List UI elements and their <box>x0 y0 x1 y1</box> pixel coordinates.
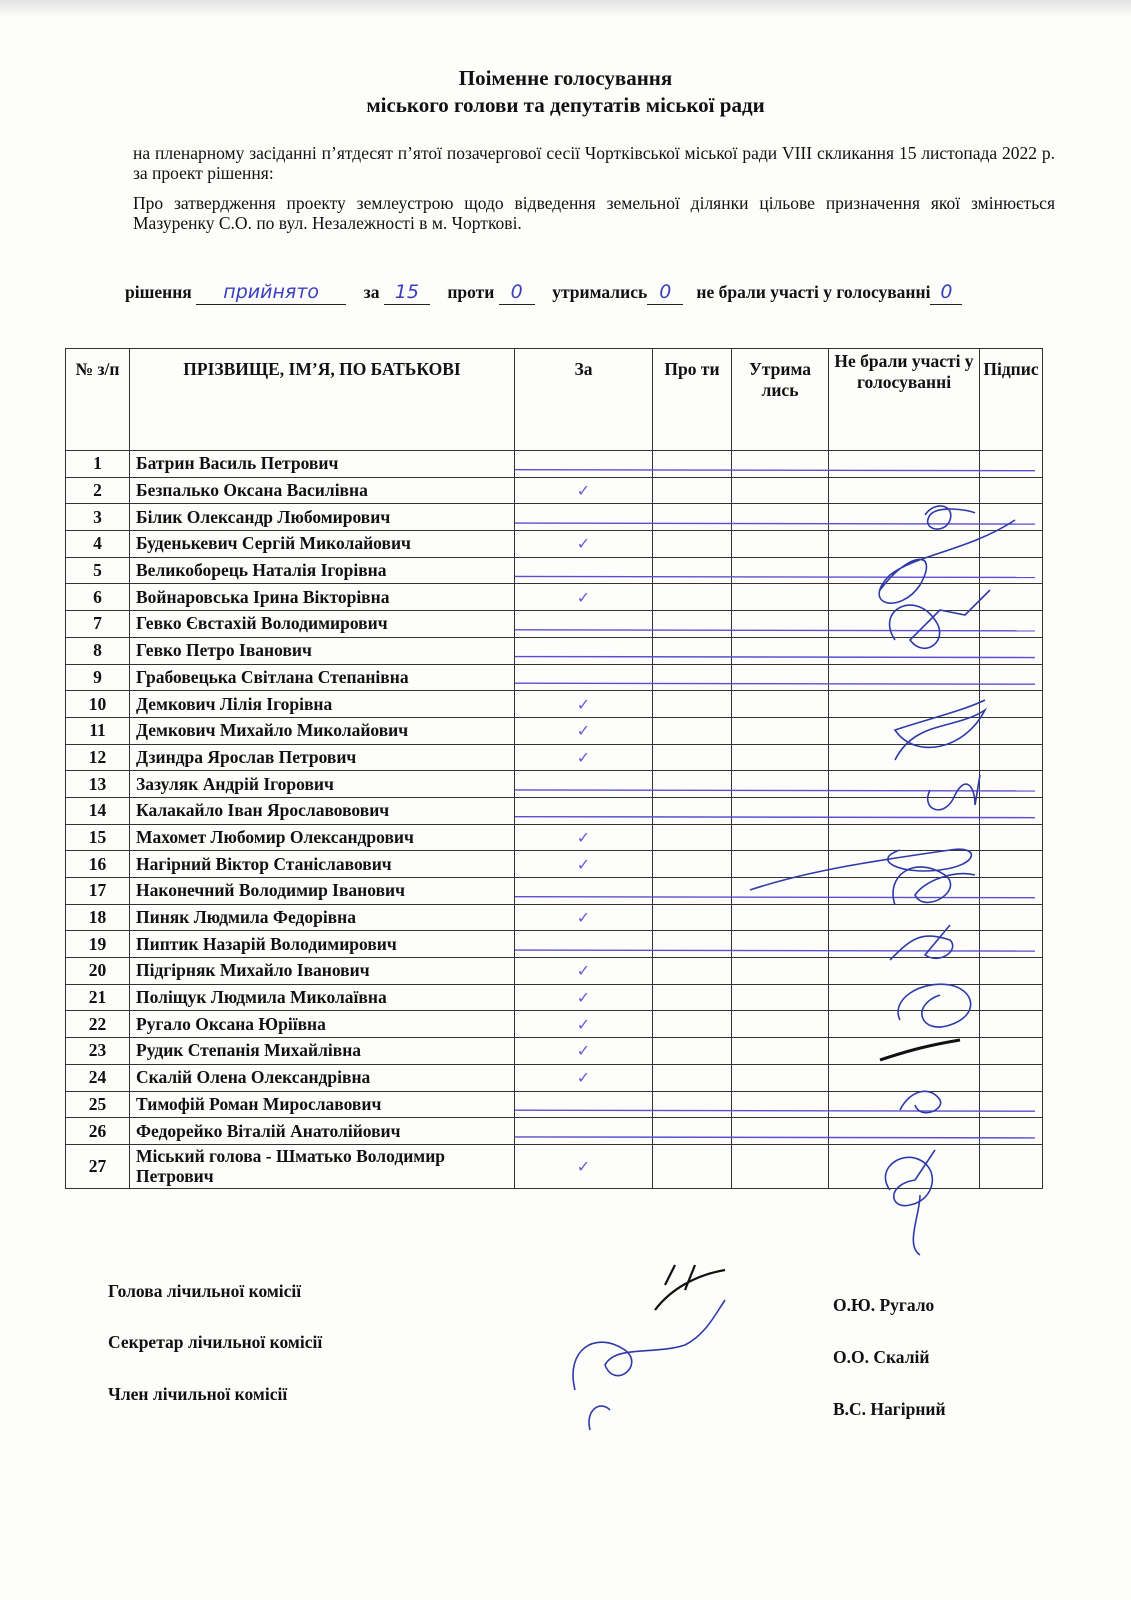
member-name: Грабовецька Світлана Степанівна <box>130 664 515 691</box>
row-number: 8 <box>66 637 130 664</box>
absent-strike-line <box>515 630 1035 631</box>
vote-for-mark: ✓ <box>515 958 653 985</box>
absent-strike-line <box>515 657 1035 658</box>
member-name: Дзиндра Ярослав Петрович <box>130 744 515 771</box>
member-name: Демкович Михайло Миколайович <box>130 717 515 744</box>
vote-for-mark: ✓ <box>515 904 653 931</box>
member-name: Демкович Лілія Ігорівна <box>130 691 515 718</box>
absent-strike-line <box>515 897 1035 898</box>
commission-secretary-role: Секретар лічильної комісії <box>108 1332 323 1352</box>
vote-for-mark: ✓ <box>515 584 653 611</box>
commission-chair-name: О.Ю. Ругало <box>833 1295 935 1315</box>
col-signature: Підпис <box>980 349 1043 451</box>
row-number: 14 <box>66 797 130 824</box>
row-number: 18 <box>66 904 130 931</box>
col-for: За <box>515 349 653 451</box>
row-number: 15 <box>66 824 130 851</box>
member-name: Міський голова - Шматько Володимир Петрович <box>130 1144 515 1188</box>
abstained-value: 0 <box>647 280 683 305</box>
signature-scribble <box>750 849 971 890</box>
signature-scribble <box>893 867 975 905</box>
notvoting-label: не брали участі у голосуванні <box>696 282 931 302</box>
member-name: Калакайло Іван Ярославовович <box>130 797 515 824</box>
signature-scribble <box>589 1406 610 1430</box>
row-number: 24 <box>66 1064 130 1091</box>
row-number: 1 <box>66 451 130 478</box>
row-number: 22 <box>66 1011 130 1038</box>
against-label: проти <box>447 282 495 302</box>
vote-for-mark: ✓ <box>515 477 653 504</box>
row-number: 19 <box>66 931 130 958</box>
row-number: 17 <box>66 878 130 905</box>
signature-scribble <box>925 506 975 529</box>
member-name: Федорейко Віталій Анатолійович <box>130 1118 515 1145</box>
notvoting-value: 0 <box>930 280 962 305</box>
row-number: 7 <box>66 611 130 638</box>
signature-scribble <box>655 1265 725 1310</box>
row-number: 26 <box>66 1118 130 1145</box>
session-info: на пленарному засіданні п’ятдесят п’ятої позачергової сесії Чортківської міської ради VIII скликання 15 листопада 2022 р. за проект рішення: <box>133 143 1055 183</box>
vote-for-mark: ✓ <box>515 1144 653 1188</box>
member-name: Рудик Степанія Михайлівна <box>130 1038 515 1065</box>
document-title: Поіменне голосування <box>458 66 673 90</box>
row-number: 2 <box>66 477 130 504</box>
signature-scribble <box>880 1040 960 1060</box>
absent-strike-line <box>515 950 1035 951</box>
member-name: Батрин Василь Петрович <box>130 451 515 478</box>
vote-for-mark: ✓ <box>515 744 653 771</box>
commission-signatures <box>573 1265 725 1430</box>
row-number: 25 <box>66 1091 130 1118</box>
row-number: 20 <box>66 958 130 985</box>
member-name: Поліщук Людмила Миколаївна <box>130 984 515 1011</box>
signature-scribble <box>890 925 953 960</box>
for-label: за <box>363 282 380 302</box>
decision-value: прийнято <box>196 280 346 305</box>
member-name: Білик Олександр Любомирович <box>130 504 515 531</box>
col-abstained: Утрима лись <box>732 349 829 451</box>
row-number: 4 <box>66 531 130 558</box>
row-number: 9 <box>66 664 130 691</box>
member-name: Тимофій Роман Мирославович <box>130 1091 515 1118</box>
vote-for-mark: ✓ <box>515 984 653 1011</box>
signature-scribble <box>928 775 980 810</box>
row-number: 12 <box>66 744 130 771</box>
row-number: 3 <box>66 504 130 531</box>
vote-for-mark: ✓ <box>515 1011 653 1038</box>
signature-scribble <box>879 520 1015 603</box>
signature-scribble <box>895 700 985 760</box>
member-name: Скалій Олена Олександрівна <box>130 1064 515 1091</box>
signature-scribble <box>900 1091 941 1112</box>
commission-secretary-name: О.О. Скалій <box>833 1347 930 1367</box>
vote-for-mark: ✓ <box>515 531 653 558</box>
row-number: 27 <box>66 1144 130 1188</box>
absent-strike-line <box>515 683 1035 684</box>
member-name: Великоборець Наталія Ігорівна <box>130 557 515 584</box>
col-against: Про ти <box>653 349 732 451</box>
signatures-column <box>750 506 1015 1255</box>
member-name: Нагірний Віктор Станіславович <box>130 851 515 878</box>
signature-scribble <box>573 1300 725 1390</box>
member-name: Зазуляк Андрій Ігорович <box>130 771 515 798</box>
absent-strike-line <box>515 576 1035 577</box>
document-subtitle: міського голови та депутатів міської ради <box>366 93 765 117</box>
member-name: Наконечний Володимир Іванович <box>130 878 515 905</box>
vote-for-mark: ✓ <box>515 851 653 878</box>
row-number: 10 <box>66 691 130 718</box>
decision-label: рішення <box>125 282 192 302</box>
row-number: 21 <box>66 984 130 1011</box>
absent-strike-line <box>515 817 1035 818</box>
vote-for-mark: ✓ <box>515 1064 653 1091</box>
member-name: Пиптик Назарій Володимирович <box>130 931 515 958</box>
abstained-label: утримались <box>552 282 648 302</box>
absent-strike-line <box>515 1137 1035 1138</box>
absent-strike-line <box>515 1110 1035 1111</box>
member-name: Гевко Євстахій Володимирович <box>130 611 515 638</box>
member-name: Ругало Оксана Юріївна <box>130 1011 515 1038</box>
draft-decision-title: Про затвердження проекту землеустрою щодо відведення земельної ділянки цільове призначення якої змінюється Мазуренку С.О. по вул. Незалежності в м. Чорткові. <box>133 193 1055 233</box>
vote-for-mark: ✓ <box>515 717 653 744</box>
commission-member-name: В.С. Нагірний <box>833 1399 946 1419</box>
member-name: Буденькевич Сергій Миколайович <box>130 531 515 558</box>
member-name: Безпалько Оксана Василівна <box>130 477 515 504</box>
col-name: ПРІЗВИЩЕ, ІМ’Я, ПО БАТЬКОВІ <box>130 349 515 451</box>
member-name: Махомет Любомир Олександрович <box>130 824 515 851</box>
col-number: № з/п <box>66 349 130 451</box>
for-value: 15 <box>384 280 430 305</box>
row-number: 16 <box>66 851 130 878</box>
commission-member-role: Член лічильної комісії <box>108 1384 288 1404</box>
row-number: 6 <box>66 584 130 611</box>
col-not-voting: Не брали участі у голосуванні <box>829 349 980 451</box>
member-name: Пиняк Людмила Федорівна <box>130 904 515 931</box>
vote-for-mark: ✓ <box>515 824 653 851</box>
row-number: 11 <box>66 717 130 744</box>
vote-for-mark: ✓ <box>515 1038 653 1065</box>
row-number: 13 <box>66 771 130 798</box>
absent-strike-line <box>515 523 1035 524</box>
member-name: Гевко Петро Іванович <box>130 637 515 664</box>
absent-strike-line <box>515 470 1035 471</box>
member-name: Войнаровська Ірина Вікторівна <box>130 584 515 611</box>
vote-for-mark: ✓ <box>515 691 653 718</box>
signature-scribble <box>885 1150 935 1206</box>
commission-chair-role: Голова лічильної комісії <box>108 1281 302 1301</box>
member-name: Підгірняк Михайло Іванович <box>130 958 515 985</box>
against-value: 0 <box>499 280 535 305</box>
signature-scribble <box>898 984 971 1027</box>
row-number: 23 <box>66 1038 130 1065</box>
row-number: 5 <box>66 557 130 584</box>
